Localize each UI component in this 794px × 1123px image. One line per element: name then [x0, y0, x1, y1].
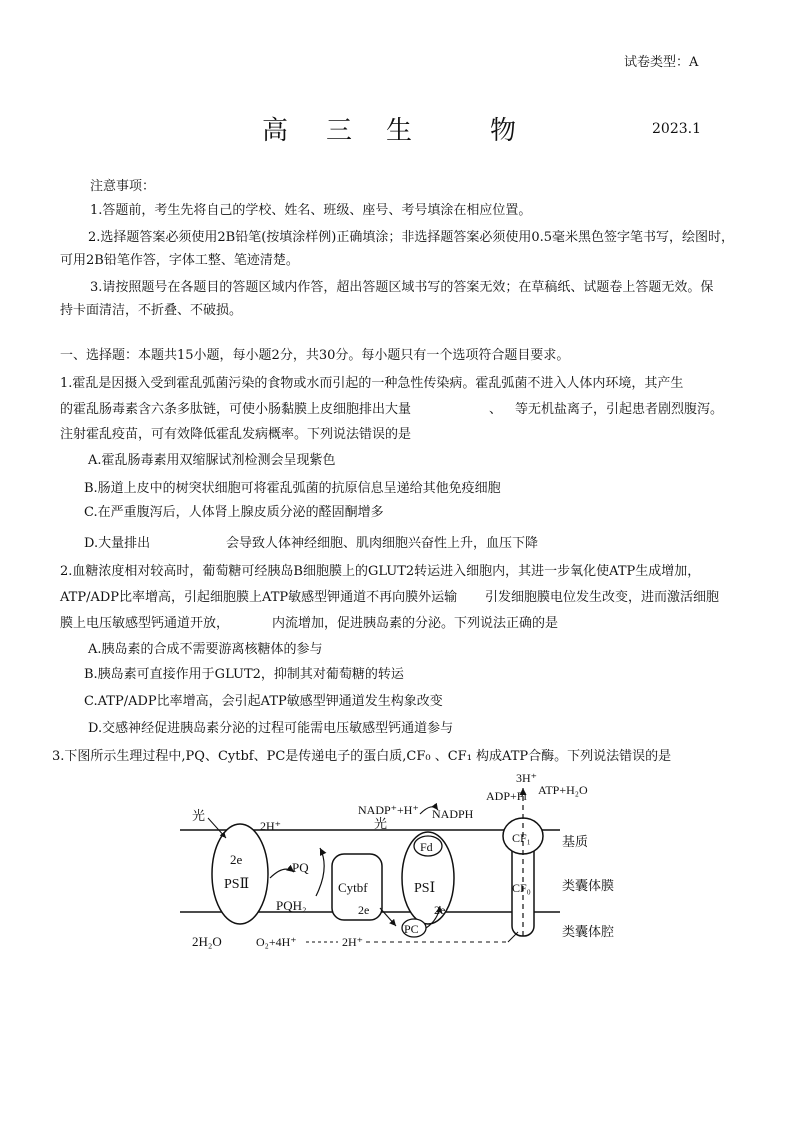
atp-label: ATP+H₂O: [538, 783, 588, 797]
exam-date: 2023.1: [652, 121, 701, 137]
h2plus-stroma-label: 2H⁺: [260, 819, 281, 833]
cf0-label: CF₀: [512, 881, 531, 895]
title-char: 高: [262, 116, 291, 146]
notice-item: 3.请按照题号在各题目的答题区域内作答，超出答题区域书写的答案无效；在草稿纸、试题卷上答题无效。保: [90, 280, 714, 295]
title-char: 生: [386, 116, 415, 146]
question-line: 2.血糖浓度相对较高时，葡萄糖可经胰岛B细胞膜上的GLUT2转运进入细胞内，其进一步氧化使ATP生成增加，: [60, 564, 701, 579]
notice-heading: 注意事项：: [90, 179, 156, 194]
paper-type: 试卷类型：A: [624, 55, 699, 70]
notice-item: 2.选择题答案必须使用2B铅笔(按填涂样例)正确填涂；非选择题答案必须使用0.5毫米黑色签字笔书写，绘图时，: [88, 230, 735, 245]
fd-label: Fd: [420, 840, 433, 854]
lumen-label: 类囊体腔: [562, 924, 615, 939]
option: D.大量排出: [84, 536, 151, 551]
option: D.交感神经促进胰岛素分泌的过程可能需电压敏感型钙通道参与: [88, 721, 454, 736]
ps2-electrons: 2e: [230, 852, 243, 867]
question-line: 3.下图所示生理过程中,PQ、Cytbf、PC是传递电子的蛋白质,CF₀ 、CF₁ 构成ATP合酶。下列说法错误的是: [52, 749, 672, 764]
question-line: 1.霍乱是因摄入受到霍乱弧菌污染的食物或水而引起的一种急性传染病。霍乱弧菌不进入人体内环境，其产生: [60, 376, 684, 391]
notice-item: 可用2B铅笔作答，字体工整、笔迹清楚。: [60, 253, 299, 268]
title-char: 三: [326, 116, 355, 146]
question-line: 的霍乱肠毒素含六条多肽链，可使小肠黏膜上皮细胞排出大量: [60, 402, 412, 417]
cytbf-electrons: 2e: [358, 903, 370, 917]
adp-label: ADP+Pi: [486, 789, 527, 803]
h3plus-label: 3H⁺: [516, 771, 537, 785]
question-line: ATP/ADP比率增高，引起细胞膜上ATP敏感型钾通道不再向膜外运输: [60, 590, 458, 605]
option: A.胰岛素的合成不需要游离核糖体的参与: [88, 642, 323, 657]
notice-item: 持卡面清洁，不折叠、不破损。: [60, 303, 243, 318]
nadph-label: NADPH: [432, 807, 474, 821]
cytbf-label: Cytbf: [338, 880, 368, 895]
notice-item: 1.答题前，考生先将自己的学校、姓名、班级、座号、考号填涂在相应位置。: [90, 203, 532, 218]
option: 会导致人体神经细胞、肌肉细胞兴奋性上升，血压下降: [226, 536, 539, 551]
title-char: 物: [490, 116, 519, 146]
ps1-label: PSⅠ: [414, 881, 436, 896]
question-line: 内流增加，促进胰岛素的分泌。下列说法正确的是: [272, 616, 559, 631]
question-line: 引发细胞膜电位发生改变，进而激活细胞: [485, 590, 720, 605]
question-line: 膜上电压敏感型钙通道开放，: [60, 616, 230, 631]
light-label: 光: [192, 808, 206, 823]
nadp-label: NADP⁺+H⁺: [358, 803, 419, 817]
option: C.ATP/ADP比率增高，会引起ATP敏感型钾通道发生构象改变: [84, 694, 443, 709]
oxygen-label: O₂+4H⁺: [256, 935, 297, 949]
pc-label: PC: [404, 922, 419, 936]
option: C.在严重腹泻后，人体肾上腺皮质分泌的醛固酮增多: [84, 505, 384, 520]
ps1-electrons: 2e: [434, 903, 446, 917]
ps2-complex: [212, 824, 268, 924]
cf1-label: CF₁: [512, 831, 531, 845]
thylakoid-diagram: [170, 768, 630, 958]
membrane-label: 类囊体膜: [562, 878, 615, 893]
ps2-label: PSⅡ: [224, 877, 250, 892]
question-line: 等无机盐离子，引起患者剧烈腹泻。: [515, 402, 724, 417]
question-line: 注射霍乱疫苗，可有效降低霍乱发病概率。下列说法错误的是: [60, 427, 412, 442]
water-label: 2H₂O: [192, 934, 222, 949]
pqh2-label: PQH₂: [276, 898, 307, 913]
section-heading: 一、选择题：本题共15小题，每小题2分，共30分。每小题只有一个选项符合题目要求。: [60, 348, 570, 363]
option: B.胰岛素可直接作用于GLUT2，抑制其对葡萄糖的转运: [84, 667, 404, 682]
option: B.肠道上皮中的树突状细胞可将霍乱弧菌的抗原信息呈递给其他免疫细胞: [84, 481, 501, 496]
light-label: 光: [374, 816, 388, 831]
pq-label: PQ: [292, 860, 309, 875]
option: A.霍乱肠毒素用双缩脲试剂检测会呈现紫色: [88, 453, 336, 468]
question-line: 、: [489, 402, 503, 417]
stroma-label: 基质: [562, 834, 589, 849]
h2plus-lumen-label: 2H⁺: [342, 935, 363, 949]
